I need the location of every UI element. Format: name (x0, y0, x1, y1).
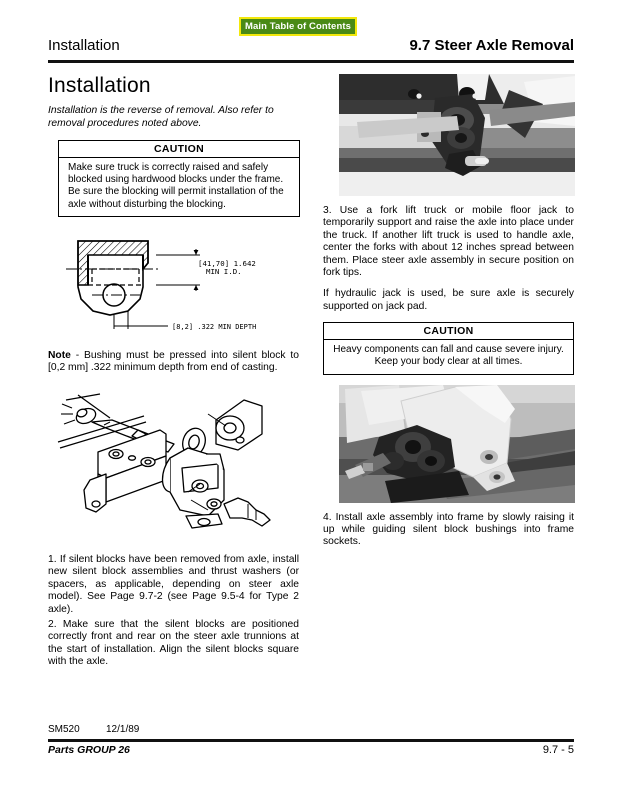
main-table-of-contents-button[interactable] (239, 17, 357, 36)
page-title: Installation (48, 74, 151, 97)
caution-box-blocking (58, 140, 300, 217)
intro-paragraph: Installation is the reverse of removal. Also refer to removal procedures noted above. (48, 105, 274, 129)
dimension-inner-diameter-label: MIN I.D. (206, 267, 242, 276)
bushing-note (48, 350, 299, 375)
dimension-inner-diameter: [41,70] 1.642 (198, 259, 256, 268)
toc-button-label: Main Table of Contents (245, 21, 351, 32)
parts-group-label: Parts GROUP 26 (48, 743, 130, 756)
dimension-min-depth: [8,2] .322 MIN DEPTH (172, 323, 257, 331)
caution-title: CAUTION (324, 323, 573, 340)
caution-body: Heavy components can fall and cause severe injury. Keep your body clear at all times. (333, 344, 564, 368)
document-id: SM520 (48, 724, 80, 735)
note-body-text: - Bushing must be pressed into silent block to [0,2 mm] .322 minimum depth from end of casting. (48, 350, 299, 374)
left-content-column (48, 74, 299, 668)
page-footer (48, 724, 574, 760)
caution-box-heavy-components (323, 322, 574, 374)
page-number: 9.7 - 5 (542, 743, 574, 756)
document-date: 12/1/89 (106, 724, 140, 735)
photo-axle-mounted-under-truck (339, 74, 575, 196)
step-3-paragraph: 3. Use a fork lift truck or mobile floor jack to temporarily support and raise the axle into place under the truck. If another lift truck is used to handle axle, center the forks with about 12 inches spread between them. Place steer axle assembly in secure position on fork tips. (323, 205, 574, 279)
step-3-note-paragraph: If hydraulic jack is used, be sure axle is securely supported on jack pad. (323, 288, 574, 312)
step-4-paragraph: 4. Install axle assembly into frame by slowly raising it up while guiding silent block bushings into frame sockets. (323, 511, 574, 548)
page-header (48, 37, 574, 59)
header-chapter-title: 9.7 Steer Axle Removal (409, 37, 574, 54)
header-divider-rule (48, 60, 574, 63)
header-section-name: Installation (48, 37, 120, 54)
note-lead-label: Note (48, 350, 71, 361)
footer-divider-rule (48, 739, 574, 742)
photo-axle-on-forks (339, 385, 575, 503)
step-1-paragraph: 1. If silent blocks have been removed from axle, install new silent block assemblies and thrust washers (or spacers, as applicable, depending on steer axle model). See Page 9.7-2 (see Page 9.5-4 for Type 2 axle). (48, 554, 299, 615)
right-content-column (323, 74, 574, 558)
step-2-paragraph: 2. Make sure that the silent blocks are positioned correctly front and rear on the steer axle trunnions at the start of installation. Align the silent blocks square with the axle. (48, 619, 299, 668)
steer-axle-assembly-figure (48, 392, 299, 544)
caution-title: CAUTION (59, 141, 299, 158)
bushing-cross-section-figure (48, 229, 299, 341)
caution-body: Make sure truck is correctly raised and safely blocked using hardwood blocks under the frame. Be sure the blocking will permit installation of the axle without disturbing the blocking. (68, 162, 284, 210)
